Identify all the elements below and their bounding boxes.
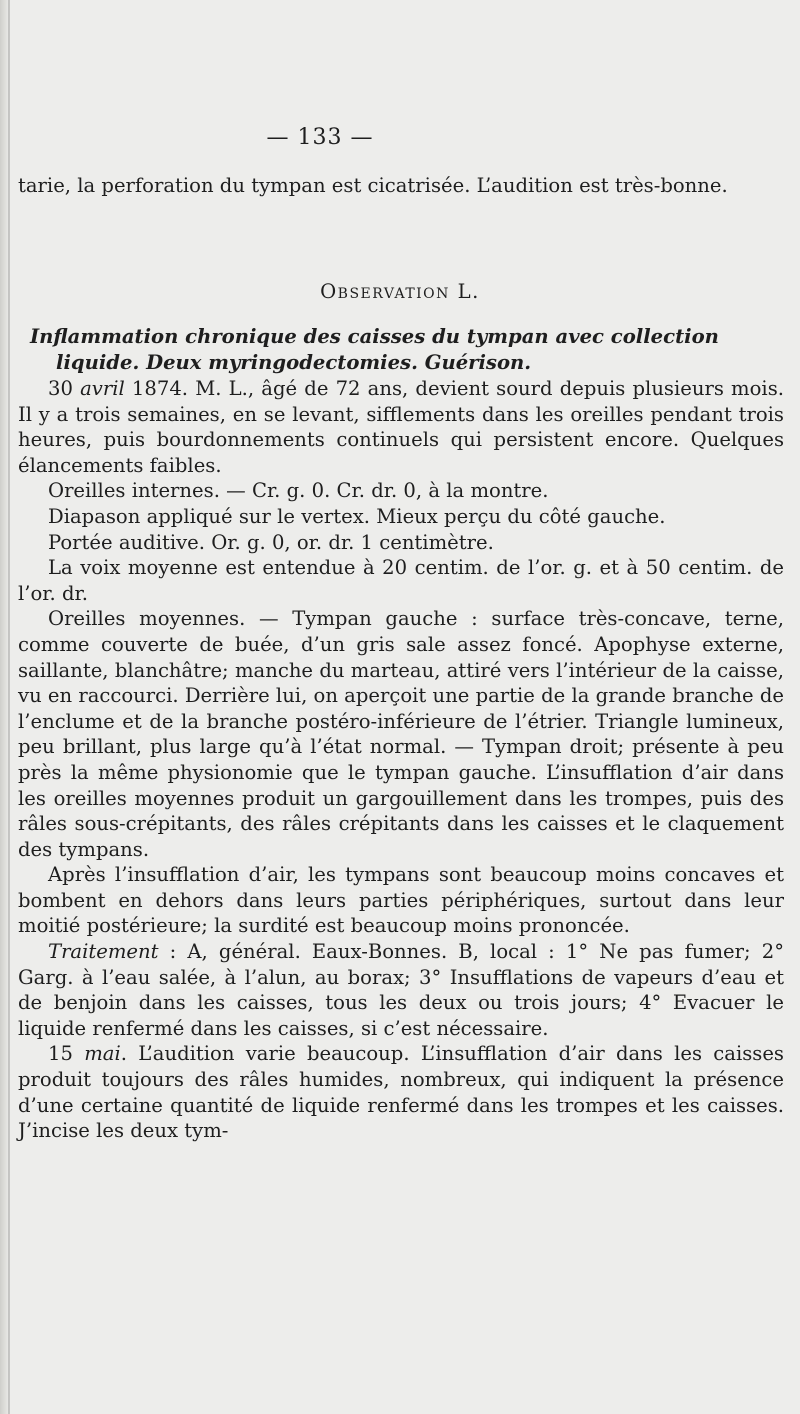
paragraph-text: 1874. M. L., âgé de 72 ans, devient sourd depuis plusieurs mois. Il y a trois semaines, en se levant, sifflements dans les oreilles pendant trois heures, puis bourdonnements continuels qui persistent encore. Quelques élancements faibles. bbox=[18, 377, 784, 477]
treatment-italic: Traitement bbox=[48, 940, 159, 964]
subtitle-line-1: Inflammation chronique des caisses du tympan avec collection bbox=[30, 325, 719, 348]
paragraph-text: . L’audition varie beaucoup. L’insufflation d’air dans les caisses produit toujours des râles humides, nombreux, qui indiquent la présence d’une certaine quantité de liquide renfermé dans les trompes et les caisses. J’incise les deux tym- bbox=[18, 1042, 784, 1143]
paragraph-after-insufflation: Après l’insufflation d’air, les tympans sont beaucoup moins concaves et bombent en dehors dans leurs parties périphériques, surtout dans leur moitié postérieure; la surdité est beaucoup moins prononcée. bbox=[18, 863, 784, 938]
page-number: — 133 — bbox=[266, 125, 374, 150]
date-italic: mai bbox=[84, 1042, 121, 1066]
paragraph-lead: 30 bbox=[48, 377, 81, 400]
paragraph-middle-ears: Oreilles moyennes. — Tympan gauche : surface très-concave, terne, comme couverte de buée, d’un gris sale assez foncé. Apophyse externe, saillante, blanchâtre; manche du marteau, attiré vers l’intérieur de la caisse, vu en raccourci. Derrière lui, on aperçoit une partie de la grande branche de l’enclume et de la branche postéro-inférieure de l’étrier. Triangle lumineux, peu brillant, plus large qu’à l’état normal. — Tympan droit; présente à peu près la même physionomie que le tympan gauche. L’insufflation d’air dans les oreilles moyennes produit un gargouillement dans les trompes, puis des râles sous-crépitants, des râles crépitants dans les caisses et le claquement des tympans. bbox=[18, 607, 785, 861]
paragraph-auditive-range: Portée auditive. Or. g. 0, or. dr. 1 centimètre. bbox=[48, 530, 494, 554]
observation-subtitle bbox=[30, 324, 782, 375]
observation-title: Observation L. bbox=[320, 280, 480, 303]
paragraph-may-15 bbox=[18, 1041, 784, 1143]
paragraph-treatment bbox=[18, 939, 784, 1041]
paragraph-inner-ears: Oreilles internes. — Cr. g. 0. Cr. dr. 0, à la montre. bbox=[48, 479, 549, 503]
paragraph-voice: La voix moyenne est entendue à 20 centim. de l’or. g. et à 50 centim. de l’or. dr. bbox=[18, 556, 784, 605]
subtitle-line-2: liquide. Deux myringodectomies. Guérison. bbox=[56, 350, 532, 374]
intro-text: tarie, la perforation du tympan est cicatrisée. L’audition est très-bonne. bbox=[18, 174, 728, 197]
intro-paragraph bbox=[18, 173, 784, 199]
paragraph-history bbox=[18, 376, 784, 478]
observation-body bbox=[18, 376, 784, 1144]
date-italic: avril bbox=[80, 377, 125, 400]
paragraph-lead: 15 bbox=[48, 1042, 85, 1066]
paragraph-diapason: Diapason appliqué sur le vertex. Mieux perçu du côté gauche. bbox=[48, 504, 666, 528]
paragraph-text: : A, général. Eaux-Bonnes. B, local : 1° Ne pas fumer; 2° Garg. à l’eau salée, à l’alun, au borax; 3° Insufflations de vapeurs d’eau et de benjoin dans les caisses, tous les deux ou trois jours; 4° Evacuer le liquide renfermé dans les caisses, si c’est nécessaire. bbox=[18, 940, 784, 1040]
